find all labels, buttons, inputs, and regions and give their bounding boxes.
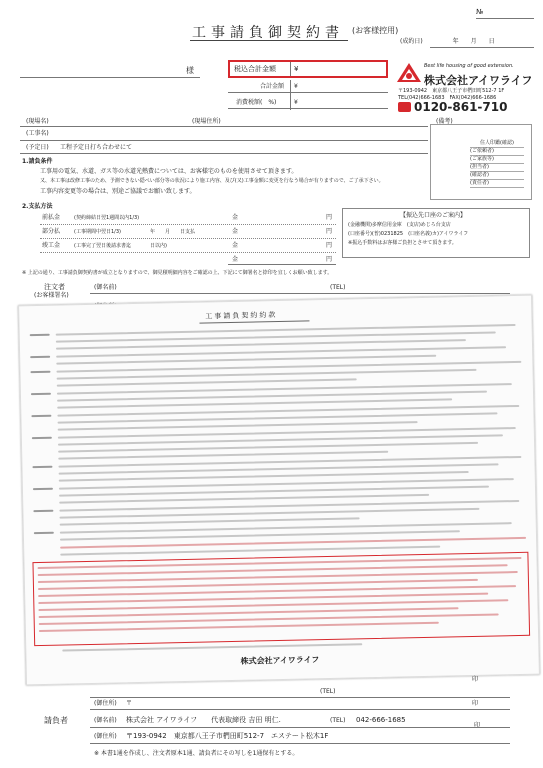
tax-line xyxy=(228,108,388,109)
site-line xyxy=(20,126,428,127)
schedule-line xyxy=(20,153,428,154)
document-title: 工事請負御契約書 xyxy=(192,25,344,41)
tax-label: 消費税額( %) xyxy=(236,99,277,106)
bank-account: (口座番号)(普)0231825 (口座名義)カ)アイワライフ xyxy=(348,231,469,237)
contractor-name-label: (御名前) xyxy=(94,717,117,724)
payment-sub: 日以内) xyxy=(150,243,167,249)
subtotal-line xyxy=(228,92,388,93)
tax-value[interactable]: ¥ xyxy=(294,99,298,106)
article-number xyxy=(30,334,50,336)
copy-type-label: (お客様控用) xyxy=(352,26,399,35)
site-address-label: (現場住所) xyxy=(192,118,221,125)
customer-name-line xyxy=(20,77,200,78)
document-number-label: № xyxy=(476,8,484,16)
payment-total-unit: 円 xyxy=(326,256,333,263)
orderer-sub-label: (お客様署名) xyxy=(34,292,69,299)
payment-line xyxy=(40,238,336,239)
seal-row[interactable]: (担当者) xyxy=(470,163,524,171)
payment-yen: 金 xyxy=(232,214,239,221)
bank-fee-note: ※振込手数料はお客様ご負担とさせて頂きます。 xyxy=(348,240,457,246)
section2-title: 2.支払方法 xyxy=(22,203,53,210)
section1-line: 工事用の電気、水道、ガス等の水道光熱費については、お客様宅のものを使用させて頂きます。 xyxy=(40,168,298,175)
lower-orderer-postal-mark: 〒 xyxy=(126,700,133,707)
contractor-tel-value: 042-666-1685 xyxy=(356,716,406,724)
payment-line xyxy=(40,224,336,225)
subtotal-value[interactable]: ¥ xyxy=(294,83,298,90)
work-name-line xyxy=(20,140,428,141)
article-number xyxy=(32,466,52,468)
article-number xyxy=(33,488,53,490)
agreement-sheet xyxy=(18,295,540,686)
work-name-label: (工事名) xyxy=(26,130,49,137)
article-text-line xyxy=(58,421,418,431)
site-name-label: (現場名) xyxy=(26,118,49,125)
article-number xyxy=(30,356,50,358)
contractor-seal-mark: 印 xyxy=(474,722,481,729)
subtotal-label: 合計金額 xyxy=(260,83,285,90)
contractor-tel-label: (TEL) xyxy=(330,717,346,724)
orderer-seal-mark: 印 xyxy=(472,676,479,683)
payment-label: 前払金 xyxy=(42,214,61,221)
company-logo-name: 株式会社アイワライフ xyxy=(424,74,533,87)
seal-row[interactable]: (責任者) xyxy=(470,179,524,188)
contractor-name-value: 株式会社 アイワライフ 代表取締役 吉田 明仁. xyxy=(126,716,281,724)
payment-label: 竣工金 xyxy=(42,242,61,249)
contractor-label: 請負者 xyxy=(44,716,68,725)
document-number-line xyxy=(476,18,534,19)
contractor-name-line xyxy=(90,727,510,728)
payment-unit: 円 xyxy=(326,242,333,249)
footer-note: ※ 本書1通を作成し、注文者原本1通、請負者にその写しを1通保有とする。 xyxy=(94,750,299,757)
lower-orderer-seal-mark: 印 xyxy=(472,700,479,707)
payment-note: (契約締結日翌1週間以内1/3) xyxy=(74,215,140,221)
section1-title: 1.請負条件 xyxy=(22,158,53,165)
bank-name: (金融機関)多摩信用金庫 (支店)めじろ台支店 xyxy=(348,222,451,228)
freedial-number[interactable]: 0120-861-710 xyxy=(414,100,508,114)
article-text-line xyxy=(60,517,360,525)
article-number xyxy=(32,437,52,439)
resident-seal-title: 住人印鑑(確認) xyxy=(480,140,514,146)
article-number xyxy=(33,510,53,512)
payment-label: 部分払 xyxy=(42,228,61,235)
contract-date-line xyxy=(430,47,534,48)
lower-orderer-line[interactable] xyxy=(90,697,510,698)
bank-box-title: 【振込先口座のご案内】 xyxy=(400,212,467,219)
payment-note: (工事期間中翌日1/3) xyxy=(74,229,121,235)
agreement-title: 工事請負契約約款 xyxy=(205,310,278,321)
customer-sama-label: 様 xyxy=(186,66,194,75)
payment-line xyxy=(40,252,336,253)
section1-line: 工事内容変更等の場合は、別途ご協議でお願い致します。 xyxy=(40,188,196,195)
section1-line: 又、本工事は改修工事のため、予測できない隠ぺい部分等の状況により施工内容、及び(又)工事金額に変更を行なう場合が有りますので、ご了承下さい。 xyxy=(40,178,384,184)
cooling-off-clause-box xyxy=(32,552,530,646)
total-amount-divider xyxy=(290,62,291,76)
agreement-company-name: 株式会社アイワライフ xyxy=(240,655,320,666)
payment-note: (工事完了翌日後請求書迄 xyxy=(74,243,131,249)
seal-row[interactable]: (ご家族等) xyxy=(470,155,524,163)
payment-sub: 年 月 日支払 xyxy=(150,229,196,235)
schedule-label: (予定日) xyxy=(26,144,49,151)
total-amount-value[interactable]: ¥ xyxy=(294,65,299,73)
article-number xyxy=(34,532,54,534)
schedule-value: 工程予定日打ち合わせにて xyxy=(60,144,133,151)
aiwa-logo-icon xyxy=(396,62,422,84)
orderer-name-label: (御名前) xyxy=(94,284,117,291)
total-amount-label: 税込合計金額 xyxy=(234,65,276,73)
article-number xyxy=(31,415,51,417)
orderer-label: 注文者 xyxy=(44,283,65,291)
contractor-address-line xyxy=(90,743,510,744)
seal-row[interactable]: (ご依頼者) xyxy=(470,147,524,155)
contractor-address-label: (御住所) xyxy=(94,733,117,740)
freedial-icon xyxy=(398,102,411,112)
orderer-name-line[interactable] xyxy=(90,293,510,294)
seal-row[interactable]: (確認者) xyxy=(470,171,524,179)
article-text-line xyxy=(58,451,388,460)
article-text-line xyxy=(57,378,357,386)
article-number xyxy=(31,393,51,395)
orderer-tel-label: (TEL) xyxy=(330,284,346,291)
payment-total-yen: 金 xyxy=(232,256,239,263)
company-tagline: Best life housing of good extension. xyxy=(424,63,514,69)
amount-divider xyxy=(290,80,291,110)
lower-orderer-address-label: (御住所) xyxy=(94,700,117,707)
lower-orderer-address-line[interactable] xyxy=(90,709,510,710)
title-underline xyxy=(190,40,348,41)
payment-yen: 金 xyxy=(232,228,239,235)
resident-seal-box xyxy=(470,140,524,194)
payment-yen: 金 xyxy=(232,242,239,249)
contract-date: (成約日) 年 月 日 xyxy=(400,38,495,45)
company-tel-fax: TEL(042)666-1683 FAX(042)666-1686 xyxy=(398,95,497,101)
contractor-address-value: 〒193-0942 東京都八王子市椚田町512-7 エステート松木1F xyxy=(126,732,329,740)
lower-orderer-tel-label: (TEL) xyxy=(320,688,336,695)
article-number xyxy=(30,371,50,373)
company-address: 〒193-0942 東京都八王子市椚田町512-7 1F xyxy=(398,88,505,94)
remarks-label: (備考) xyxy=(436,118,453,125)
signature-notice: ※ 上記の通り、工事請負御契約書が成立となりますので、御見積明細内容をご確認の上、下記にて御署名と捺印を宜しくお願い致します。 xyxy=(22,270,333,276)
payment-total-line xyxy=(228,264,336,265)
payment-unit: 円 xyxy=(326,214,333,221)
payment-unit: 円 xyxy=(326,228,333,235)
